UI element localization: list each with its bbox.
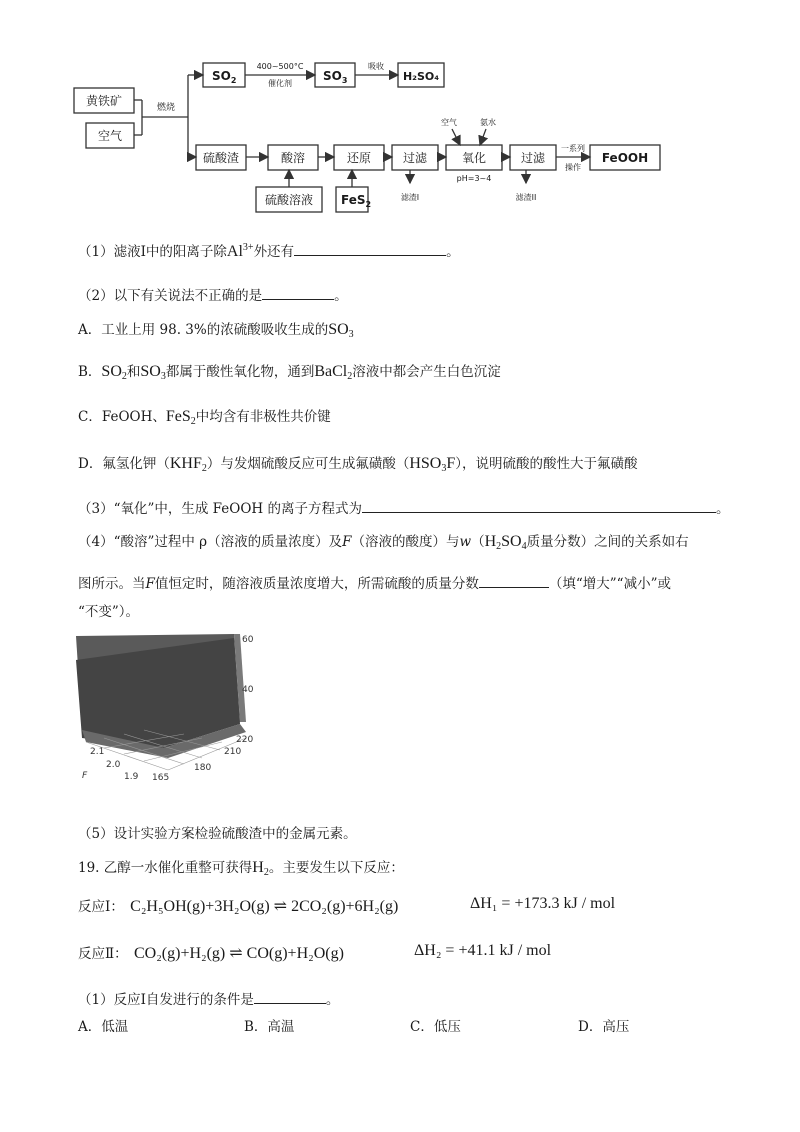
ph-label: pH=3~4 (456, 174, 492, 183)
answer-blank-q4[interactable] (479, 587, 549, 588)
reaction-1-enthalpy: ΔH₁ = +173.3 kJ / mol (470, 895, 616, 912)
q1-text-b: 外还有 (253, 244, 295, 260)
w-tick-60: 60 (242, 635, 254, 645)
answer-blank-q19-1[interactable] (254, 1003, 326, 1004)
option-b: B．$SO_2$和$SO_3$都属于酸性氧化物，通到BaCl$_2$溶液中都会产生白色沉淀 (78, 363, 501, 382)
answer-blank-q2[interactable] (262, 299, 334, 300)
catalyst-label: 催化剂 (268, 79, 292, 88)
residue2-label: 滤渣II (515, 193, 537, 202)
question-4-line-3: “不变”）。 (78, 604, 140, 620)
so3-label: $SO_3$ (323, 69, 348, 85)
feooh-label: FeOOH (601, 151, 649, 165)
f-tick-2.1: 2.1 (90, 747, 105, 757)
q1-text: （1）滤液Ⅰ中的阳离子除 (78, 244, 227, 260)
series-ops-label-2: 操作 (565, 163, 581, 172)
slag-label: 硫酸渣 (202, 151, 240, 165)
so2-label: $SO_2$ (212, 69, 237, 85)
option-a: A．工业上用 98. 3%的浓硫酸吸收生成的$SO_3$ (78, 321, 354, 340)
h2so4-label: H₂SO₄ (402, 70, 440, 83)
series-ops-label-1: 一系列 (561, 144, 585, 153)
filter1-label: 过滤 (402, 151, 428, 165)
answer-blank-q1[interactable] (294, 255, 446, 256)
choice-c[interactable]: C．低压 (410, 1019, 461, 1035)
ammonia-label: 氨水 (480, 118, 496, 127)
question-4-line-2: 图所示。当F值恒定时，随溶液质量浓度增大，所需硫酸的质量分数 （填“增大”“减小”或 (78, 576, 671, 592)
acid-dissolve-label: 酸溶 (280, 151, 306, 165)
f-tick-2.0: 2.0 (106, 760, 121, 770)
choice-a[interactable]: A．低温 (78, 1019, 129, 1035)
reaction-1: 反应Ⅰ： C₂H₅OH(g)+3H₂O(g) ⇌ 2CO₂(g)+6H₂(g) ΔH₁ = +173.3 kJ / mol (78, 895, 616, 915)
reaction-1-equation: C₂H₅OH(g)+3H₂O(g) ⇌ 2CO₂(g)+6H₂(g) (130, 898, 399, 915)
option-d: D．氟氢化钾$(KHF_2)$与发烟硫酸反应可生成氟磺酸$(HSO_3F)$，说明硫酸的酸性大于氟磺酸 (78, 455, 638, 474)
question-4-line-1: （4）“酸溶”过程中 ρ（溶液的质量浓度）及F（溶液的酸度）与$w(H_2SO_4$质量分数）之间的关系如右 (78, 533, 689, 552)
surface-plot (74, 630, 274, 782)
rho-tick-210: 210 (224, 747, 242, 757)
oxidize-label: 氧化 (461, 151, 487, 165)
fes2-formula: FeS$_2$ (165, 408, 196, 427)
choice-b[interactable]: B．高温 (244, 1019, 295, 1035)
question-19-1: （1）反应Ⅰ自发进行的条件是 。 (78, 992, 340, 1008)
f-axis-label: F (82, 771, 88, 781)
temperature-label: 400~500°C (256, 62, 304, 71)
reaction-2-enthalpy: ΔH₂ = +41.1 kJ / mol (414, 942, 552, 959)
h2-formula: $H_2$ (252, 859, 269, 878)
f-tick-1.9: 1.9 (124, 772, 139, 782)
hso3f-formula: $HSO_3F$ (409, 455, 456, 474)
option-c: C．FeOOH、FeS$_2$中均含有非极性共价键 (78, 408, 331, 427)
residue1-label: 滤渣I (400, 193, 420, 202)
air-label: 空气 (97, 129, 123, 143)
al-ion: $Al^{3+}$ (226, 242, 254, 260)
absorb-label: 吸收 (368, 62, 384, 71)
question-5: （5）设计实验方案检验硫酸渣中的金属元素。 (78, 826, 357, 842)
question-1: （1）滤液Ⅰ中的阳离子除$Al^{3+}$外还有 。 (78, 242, 460, 260)
bacl2-formula: BaCl$_2$ (314, 363, 353, 382)
question-19-intro: 19. 乙醇一水催化重整可获得$H_2$。主要发生以下反应： (78, 859, 404, 878)
rho-tick-180: 180 (194, 763, 212, 773)
process-flowchart (60, 55, 680, 215)
rho-tick-165: 165 (152, 773, 170, 782)
so3-formula: $SO_3$ (328, 321, 354, 340)
q2-text: （2）以下有关说法不正确的是 (78, 288, 263, 304)
question-2: （2）以下有关说法不正确的是 。 (78, 288, 348, 304)
choice-d[interactable]: D．高压 (578, 1019, 630, 1035)
air2-label: 空气 (441, 118, 457, 127)
fes2-label: FeS$_2$ (341, 193, 372, 209)
question-3: （3）“氧化”中，生成 FeOOH 的离子方程式为 。 (78, 501, 730, 517)
reaction-2: 反应Ⅱ： CO₂(g)+H₂(g) ⇌ CO(g)+H₂O(g) ΔH₂ = +41.1 kJ / mol (78, 942, 552, 962)
acid-solution-label: 硫酸溶液 (264, 193, 314, 207)
h2so4-formula: $H_2SO_4$ (484, 533, 527, 552)
reaction-2-equation: CO₂(g)+H₂(g) ⇌ CO(g)+H₂O(g) (133, 945, 344, 962)
rho-tick-220: 220 (236, 735, 254, 745)
answer-blank-q3[interactable] (362, 512, 716, 513)
filter2-label: 过滤 (520, 151, 546, 165)
pyrite-label: 黄铁矿 (85, 94, 123, 108)
reduce-label: 还原 (346, 151, 372, 165)
burn-label: 燃烧 (157, 103, 176, 113)
khf2-formula: $KHF_2$ (169, 455, 207, 474)
w-tick-40: 40 (242, 685, 254, 695)
